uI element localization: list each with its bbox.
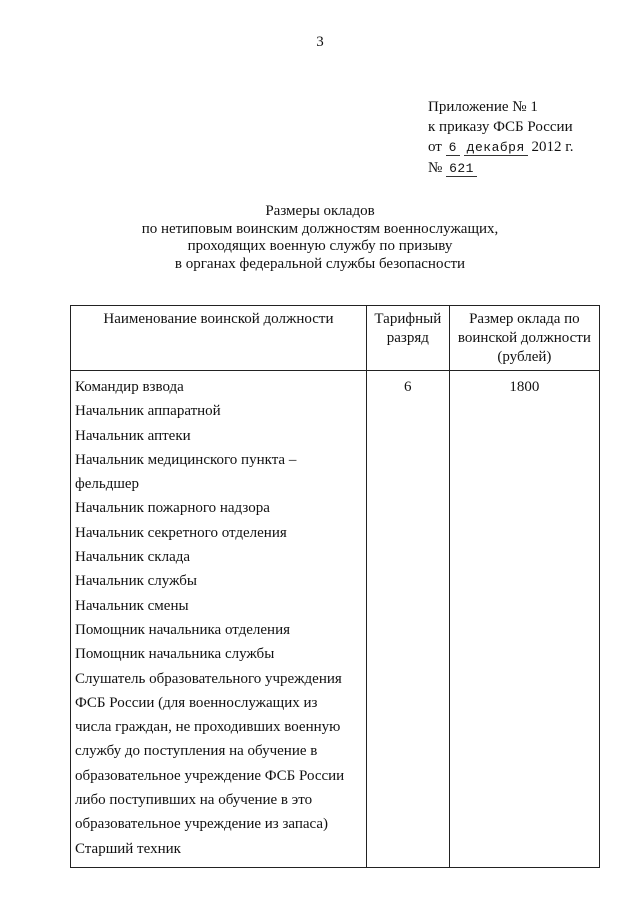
position-line: Начальник службы [75, 573, 197, 590]
title-line-3: проходящих военную службу по призыву [187, 238, 453, 254]
position-line: образовательное учреждение из запаса) [75, 816, 329, 833]
header-position: Наименование воинской должности [71, 306, 367, 371]
appendix-block [428, 97, 574, 179]
position-line: образовательное учреждение ФСБ России [75, 767, 345, 784]
position-line: службу до поступления на обучение в [75, 743, 318, 760]
date-year: 2012 г. [531, 139, 574, 155]
date-day: 6 [446, 140, 460, 156]
salary-cell [449, 371, 599, 868]
appendix-date [428, 137, 574, 158]
position-line: Начальник аппаратной [75, 403, 221, 420]
position-line: фельдшер [75, 476, 140, 493]
positions-cell [71, 371, 367, 868]
salary-table [70, 305, 600, 868]
table-row [71, 371, 600, 868]
position-line: Помощник начальника отделения [75, 621, 290, 638]
appendix-number [428, 158, 574, 179]
position-line: Начальник аптеки [75, 427, 191, 444]
position-line: либо поступивших на обучение в это [75, 792, 313, 809]
number-prefix: № [428, 160, 443, 176]
position-line: Слушатель образовательного учреждения [75, 670, 342, 687]
title-line-2: по нетиповым воинским должностям военнослужащих, [141, 220, 499, 237]
positions-list [71, 371, 366, 867]
salary-value: 1800 [509, 379, 540, 395]
title-line-4: в органах федеральной службы безопасности [174, 255, 466, 272]
position-line: Старший техник [75, 840, 181, 857]
document-title [0, 203, 640, 273]
position-line: Начальник склада [75, 549, 191, 566]
position-line: Начальник пожарного надзора [75, 500, 270, 517]
position-line: Начальник секретного отделения [75, 524, 287, 541]
header-tariff: Тарифный разряд [366, 306, 449, 371]
date-month: декабря [464, 140, 528, 156]
order-number: 621 [446, 161, 477, 177]
position-line: Помощник начальника службы [75, 646, 275, 663]
date-prefix: от [428, 139, 442, 155]
table-header-row [71, 306, 600, 371]
page-number: 3 [316, 34, 324, 50]
title-line-1: Размеры окладов [265, 203, 375, 219]
position-line: Начальник смены [75, 597, 189, 614]
tariff-value: 6 [404, 379, 412, 395]
header-salary: Размер оклада по воинской должности (рублей) [449, 306, 599, 371]
appendix-title: Приложение № 1 [428, 99, 538, 115]
position-line: числа граждан, не проходивших военную [75, 719, 341, 736]
tariff-cell [366, 371, 449, 868]
appendix-order-ref: к приказу ФСБ России [428, 119, 573, 135]
position-line: Начальник медицинского пункта – [75, 451, 297, 468]
position-line: ФСБ России (для военнослужащих из [75, 694, 318, 711]
position-line: Командир взвода [75, 379, 184, 395]
